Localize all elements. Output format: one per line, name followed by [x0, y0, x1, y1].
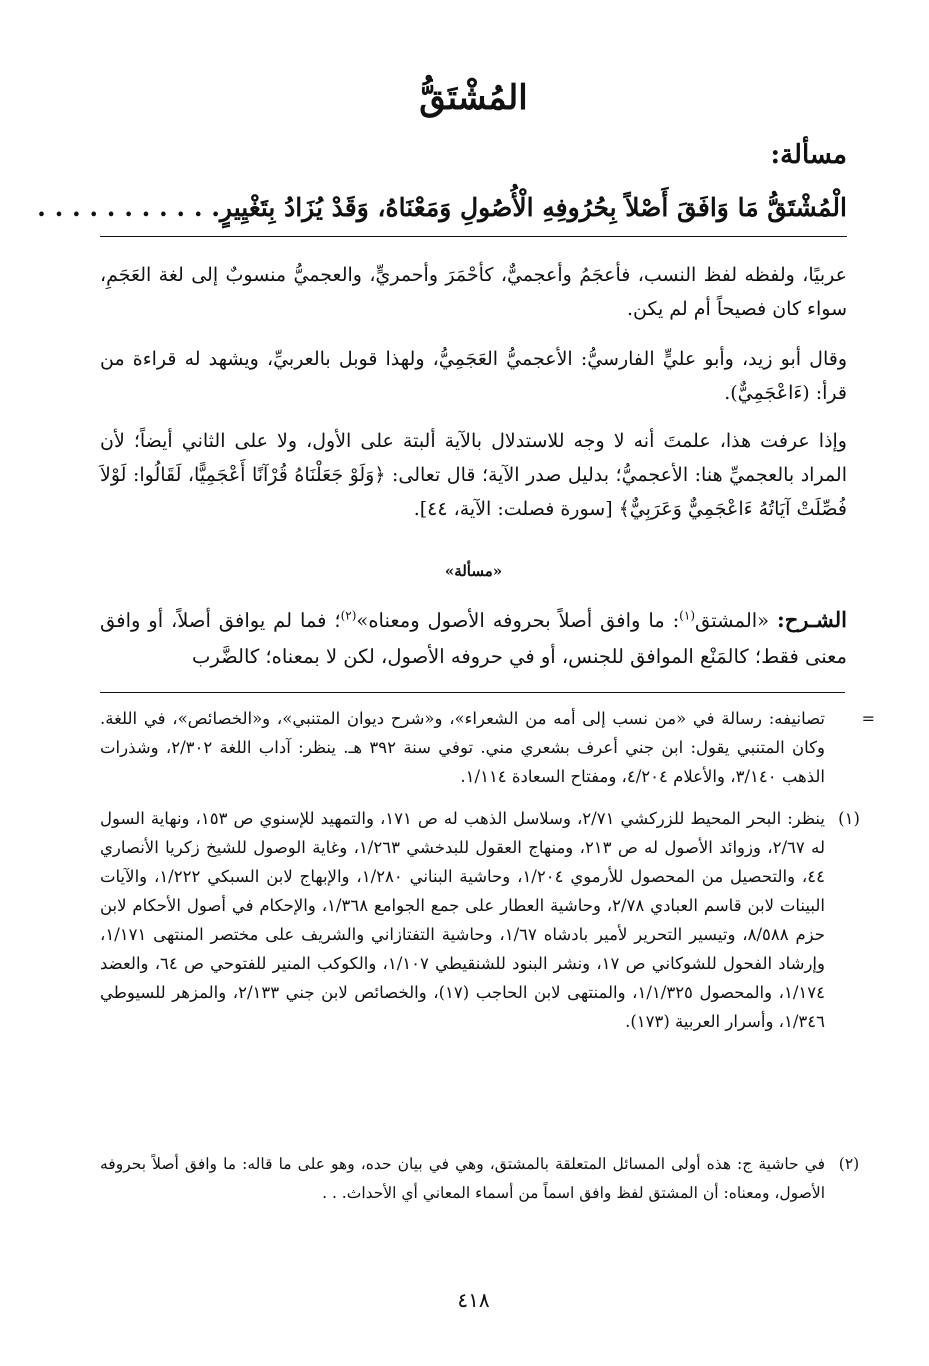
sharh-text-1: «المشتق — [695, 609, 777, 632]
page-number: ٤١٨ — [457, 1288, 490, 1312]
footnote-2-number: (٢) — [838, 1155, 860, 1173]
sharh-text-2: : ما وافق أصلاً بحروفه الأصول ومعناه» — [356, 609, 680, 632]
footnote-1-text: ينظر: البحر المحيط للزركشي ٢/٧١، وسلاسل الذهب له ص ١٧١، والتمهيد للإسنوي ص ١٥٣، ونهاية السول له ٢/٦٧، وزوائد الأصول له ص ٢١٣، ومنهاج العقول للبدخشي ١/٢٦٣، وغاية الوصول للشيخ زكريا الأنصاري ٤٤، والتحصيل من المحصول للأرموي ١/٢٠٤، وحاشية البناني ١/٢٨٠، والإبهاج لابن السبكي ١/٢٢٢، والآيات البينات لابن قاسم العبادي ٢/٧٨، وحاشية العطار على جمع الجوامع ١/٣٦٨، والإحكام في أصول الأحكام لابن حزم ٨/٥٨٨، وتيسير التحرير لأمير بادشاه ١/٦٧، وحاشية التفتازاني والشريف على مختصر المنتهى ١/١٧١، وإرشاد الفحول للشوكاني ص ١٧، ونشر البنود للشنقيطي ١/١٠٧، والكوكب المنير للفتوحي ص ٦٤، والعضد ١/١٧٤، والمحصول ١/١/٣٢٥، والمنتهى لابن الحاجب (١٧)، والخصائص لابن جني ٢/١٣٣، والمزهر للسيوطي ١/٣٤٦، وأسرار العربية (١٧٣). — [100, 809, 825, 1031]
commentary-paragraph-2: وقال أبو زيد، وأبو عليٍّ الفارسيُّ: الأعجميُّ العَجَمِيُّ، ولهذا قوبل بالعربيِّ، ويشهد له قراءة من قرأ: (ءَاعْجَمِيٌّ). — [100, 348, 847, 404]
page — [37, 0, 875, 1366]
commentary-paragraph-3: وإذا عرفت هذا، علمتَ أنه لا وجه للاستدلال بالآية ألبتة على الأول، ولا على الثاني أيضاً؛ لأن المراد بالعجميِّ هنا: الأعجميُّ؛ بدليل صدر الآية؛ قال تعالى: ﴿وَلَوْ جَعَلْنَاهُ قُرْآنًا أَعْجَمِيًّا، لَقَالُوا: لَوْلاَ فُصِّلَتْ آيَاتُهُ ءَاعْجَمِيٌّ وَعَرَبِيٌّ﴾ [سورة فصلت: الآية، ٤٤]. — [100, 430, 847, 520]
commentary-paragraph-1: عربيًا، ولفظه لفظ النسب، فأعجَمُ وأعجميٌّ، كأحْمَرَ وأحمريٍّ، والعجميُّ منسوبٌ إلى لغة العَجَمِ، سواء كان فصيحاً أم لم يكن. — [100, 264, 847, 320]
sharh-paragraph — [100, 602, 847, 675]
matn-text: الْمُشْتَقُّ مَا وَافَقَ أَصْلاً بِحُرُوفِهِ الْأُصُولِ وَمَعْنَاهُ، وَقَدْ يُزَادُ بِتَغْيِيرٍ. . . . . . . . . . . — [37, 193, 847, 222]
chapter-title: المُشْتَقُّ — [419, 78, 528, 118]
footnote-ref-1[interactable]: (١) — [679, 608, 695, 623]
sharh-text-3: ؛ فما لم يوافق أصلاً، أو وافق معنى فقط؛ كالمَنْع الموافق للجنس، أو في حروفه الأصول، لكن لا بمعناه؛ كالضَّرب — [100, 609, 847, 668]
footnote-divider — [100, 692, 845, 693]
sub-heading: «مسألة» — [444, 562, 503, 580]
continuation-mark: = — [861, 709, 875, 728]
sharh-label: الشـرح: — [776, 607, 847, 632]
footnote-continuation-text: تصانيفه: رسالة في «من نسب إلى أمه من الشعراء»، و«شرح ديوان المتنبي»، و«الخصائص»، في اللغة. وكان المتنبي يقول: ابن جني أعرف بشعري مني. توفي سنة ٣٩٢ هـ. ينظر: آداب اللغة ٢/٣٠٢، وشذرات الذهب ٣/١٤٠، والأعلام ٤/٢٠٤، ومفتاح السعادة ١/١١٤. — [100, 709, 825, 786]
footnote-1-number: (١) — [838, 809, 860, 828]
footnote-2 — [100, 1150, 860, 1208]
footnote-2-text: في حاشية ج: هذه أولى المسائل المتعلقة بالمشتق، وهي في بيان حده، وهو على ما قاله: ما وافق أصلاً بحروفه الأصول، ومعناه: أن المشتق لفظ وافق اسماً من أسماء المعاني أي الأحداث. . . — [100, 1155, 825, 1202]
footnote-ref-2[interactable]: (٢) — [340, 608, 357, 623]
question-heading: مسألة: — [770, 140, 847, 170]
footnote-1 — [100, 804, 860, 1036]
footnote-continuation — [100, 704, 875, 791]
matn-divider — [100, 236, 847, 237]
